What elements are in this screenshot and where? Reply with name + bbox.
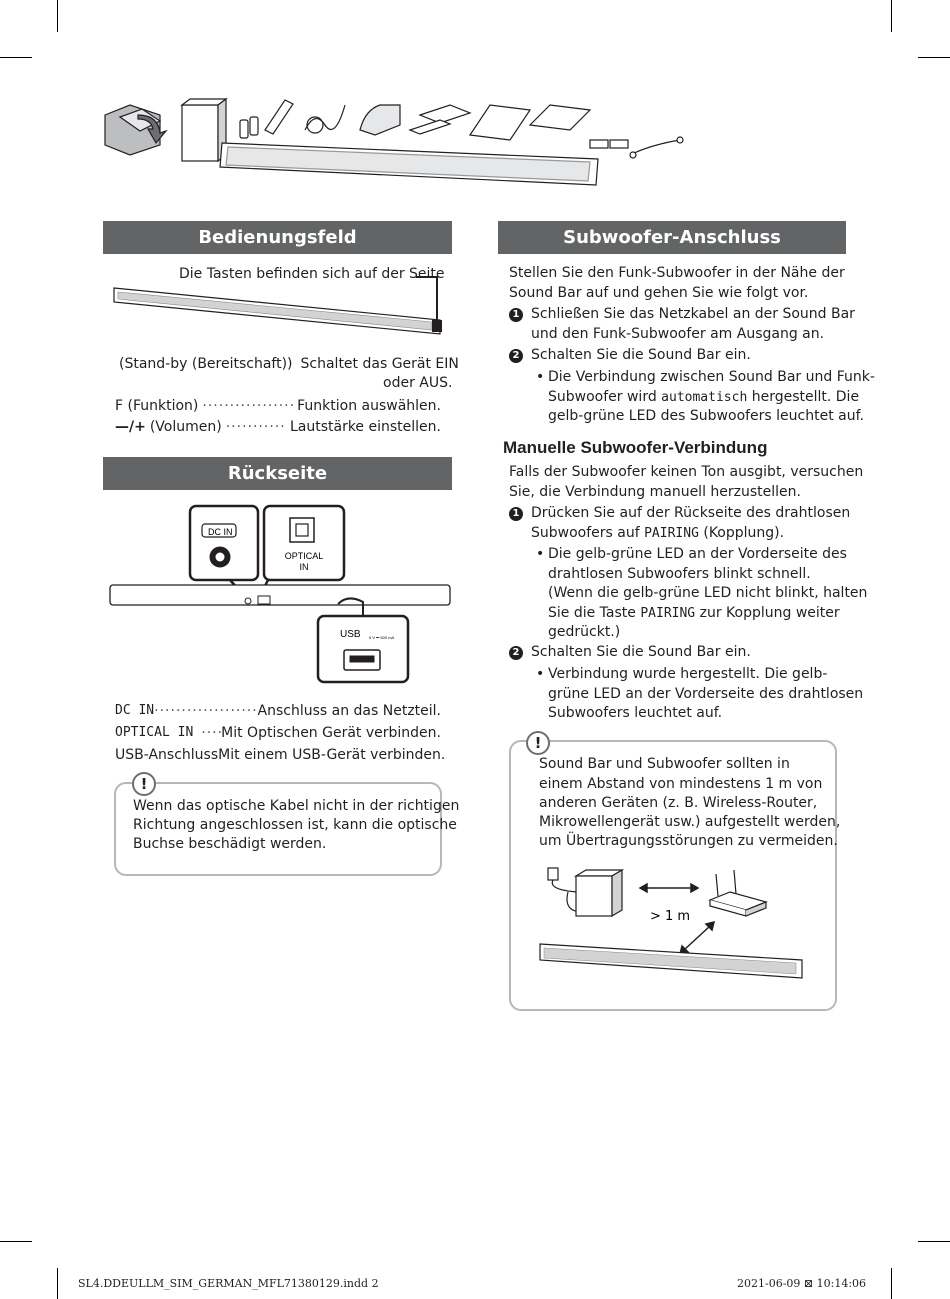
leader-dots — [226, 417, 286, 437]
manual-intro-line: Sie, die Verbindung manuell herzustellen. — [509, 484, 801, 500]
control-desc-standby: Schaltet das Gerät EIN — [300, 356, 459, 372]
port-label-usb: USB-Anschluss — [115, 747, 219, 763]
port-desc-dc-in: Anschluss an das Netzteil. — [257, 703, 441, 719]
section-header-rear-panel: Rückseite — [103, 457, 452, 490]
note-optical-line: Richtung angeschlossen ist, kann die optische — [133, 817, 457, 833]
dc-in-label: DC IN — [208, 527, 233, 537]
note-distance-line: Mikrowellengerät usw.) aufgestellt werden, — [539, 814, 841, 830]
port-label-optical: OPTICAL IN — [115, 725, 194, 740]
package-contents-illustration — [100, 95, 700, 195]
note-distance-line: anderen Geräten (z. B. Wireless-Router, — [539, 795, 818, 811]
exclamation-icon: ! — [132, 772, 156, 796]
bullet-text: gelb-grüne LED des Subwoofers leuchtet auf. — [548, 408, 864, 424]
step-text: Schließen Sie das Netzkabel an der Sound Bar — [531, 306, 855, 322]
bullet-text: • Die gelb-grüne LED an der Vorderseite des — [548, 546, 847, 562]
leader-dots — [202, 396, 293, 416]
note-distance-line: Sound Bar und Subwoofer sollten in — [539, 756, 790, 772]
pairing-term: PAIRING — [640, 605, 696, 621]
crop-mark — [57, 1268, 58, 1299]
bullet-text: zur Kopplung weiter — [695, 604, 840, 621]
pairing-term: PAIRING — [644, 525, 699, 541]
bullet-text: drahtlosen Subwoofers blinkt schnell. — [548, 565, 811, 582]
footer-file-name: SL4.DDEULLM_SIM_GERMAN_MFL71380129.indd 2 — [78, 1277, 379, 1290]
step-text: Schalten Sie die Sound Bar ein. — [531, 347, 751, 363]
subwoofer-step-2 — [509, 346, 839, 366]
step-number-badge: 1 — [509, 507, 523, 521]
port-row-usb — [115, 745, 446, 765]
step-number-badge: 2 — [509, 349, 523, 363]
step-number-badge: 1 — [509, 308, 523, 322]
usb-spec-label: 5 V ⎓ 500 mA — [369, 635, 395, 640]
crop-mark — [891, 1268, 892, 1299]
section-header-control-panel: Bedienungsfeld — [103, 221, 452, 254]
distance-illustration — [538, 862, 810, 984]
control-label-volume: (Volumen) — [149, 419, 222, 435]
step-text: Schalten Sie die Sound Bar ein. — [531, 644, 751, 660]
control-label-standby: (Stand-by (Bereitschaft)) — [119, 356, 293, 372]
control-desc-function: Funktion auswählen. — [297, 398, 441, 414]
step-number-badge: 2 — [509, 646, 523, 660]
exclamation-icon: ! — [526, 731, 550, 755]
leader-dots — [201, 723, 221, 743]
port-row-dc-in — [115, 701, 441, 721]
bullet-text: • Die Verbindung zwischen Sound Bar und Funk- — [548, 369, 875, 385]
manual-step-1 — [509, 504, 851, 543]
step-text: und den Funk-Subwoofer am Ausgang an. — [531, 325, 825, 342]
footer-timestamp: 2021-06-09 ⊠ 10:14:06 — [737, 1277, 867, 1290]
control-label-function: F (Funktion) — [115, 398, 199, 414]
volume-icon: —/+ — [115, 419, 146, 435]
manual-pairing-bullet — [548, 545, 867, 643]
port-desc-optical: Mit Optischen Gerät verbinden. — [221, 725, 441, 741]
distance-label: > 1 m — [650, 909, 691, 924]
soundbar-side-illustration — [110, 270, 450, 342]
note-optical-line: Wenn das optische Kabel nicht in der richtigen — [133, 798, 460, 814]
crop-mark — [57, 0, 58, 32]
port-row-optical — [115, 723, 441, 743]
optical-label: OPTICAL — [284, 551, 324, 561]
rear-panel-illustration — [108, 500, 453, 685]
port-label-dc-in: DC IN — [115, 703, 155, 718]
manual-intro-line: Falls der Subwoofer keinen Ton ausgibt, versuchen — [509, 464, 864, 480]
bullet-text: (Wenn die gelb-grüne LED nicht blinkt, halten — [548, 585, 868, 601]
crop-mark — [0, 57, 32, 58]
crop-mark — [918, 57, 950, 58]
control-desc-volume: Lautstärke einstellen. — [289, 419, 441, 435]
control-row-volume — [115, 417, 441, 437]
bullet-text: Subwoofer wird — [548, 388, 662, 405]
crop-mark — [918, 1241, 950, 1242]
bullet-text: gedrückt.) — [548, 624, 621, 640]
section-header-subwoofer: Subwoofer-Anschluss — [498, 221, 846, 254]
subwoofer-intro-line: Sound Bar auf und gehen Sie wie folgt vor. — [509, 285, 809, 301]
bullet-text: Sie die Taste — [548, 604, 641, 621]
subwoofer-intro-line: Stellen Sie den Funk-Subwoofer in der Nähe der — [509, 265, 845, 281]
leader-dots — [154, 701, 257, 721]
control-desc-standby-cont: oder AUS. — [383, 375, 453, 391]
bullet-text: hergestellt. Die — [747, 388, 860, 405]
subwoofer-auto-bullet — [548, 368, 875, 427]
automatic-term: automatisch — [661, 389, 748, 405]
crop-mark — [891, 0, 892, 32]
manual-step-2 — [509, 643, 839, 663]
note-optical-line: Buchse beschädigt werden. — [133, 836, 327, 852]
bullet-text: Subwoofers leuchtet auf. — [548, 705, 723, 721]
control-row-function — [115, 396, 441, 416]
bullet-text: grüne LED an der Vorderseite des drahtlosen — [548, 685, 864, 702]
subwoofer-step-1 — [509, 305, 855, 344]
control-row-standby — [115, 354, 459, 374]
usb-label: USB — [340, 629, 361, 640]
crop-mark — [0, 1241, 32, 1242]
step-text: (Kopplung). — [698, 524, 785, 541]
note-distance-line: einem Abstand von mindestens 1 m von — [539, 776, 823, 792]
step-text: Drücken Sie auf der Rückseite des drahtlosen — [531, 505, 851, 521]
port-desc-usb: Mit einem USB-Gerät verbinden. — [218, 747, 446, 763]
bullet-text: • Verbindung wurde hergestellt. Die gelb- — [548, 666, 828, 682]
step-text: Subwoofers auf — [531, 524, 645, 541]
control-panel-caption: Die Tasten befinden sich auf der Seite — [179, 266, 445, 282]
manual-connected-bullet — [548, 665, 863, 724]
optical-in-label: IN — [299, 562, 309, 572]
subheading-manual-connection: Manuelle Subwoofer-Verbindung — [503, 438, 768, 457]
note-distance-line: um Übertragungsstörungen zu vermeiden. — [539, 833, 838, 849]
